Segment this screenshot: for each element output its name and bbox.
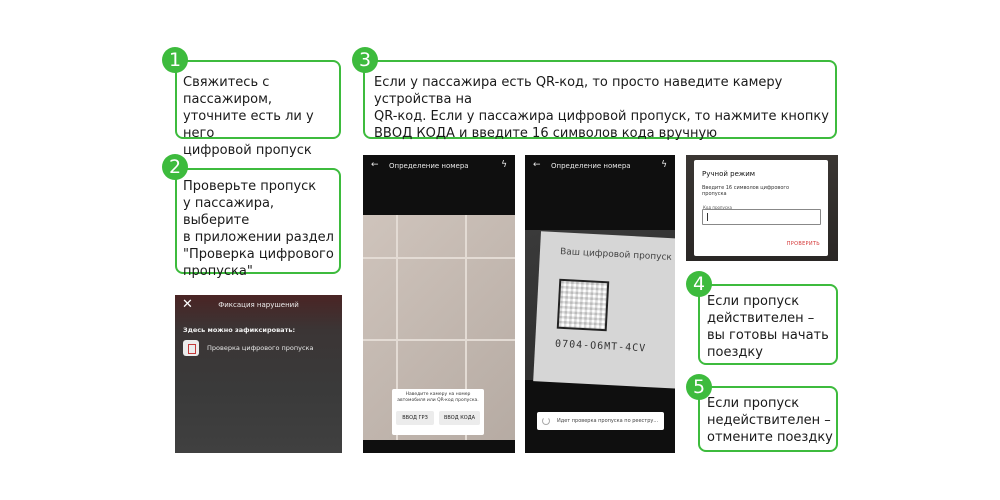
step-5-number: 5: [686, 374, 712, 400]
step-4-number: 4: [686, 271, 712, 297]
flash-icon[interactable]: ϟ: [501, 160, 507, 170]
camera-hint: Наведите камеру на номер автомобиля или QR-код пропуска.: [397, 392, 479, 403]
screen-background: [175, 295, 342, 453]
code-field-label: Код пропуска: [703, 205, 732, 210]
pass-caption: Ваш цифровой пропуск: [559, 247, 673, 263]
input-choice-sheet: [392, 389, 484, 435]
step-1-number: 1: [162, 47, 188, 73]
document-icon: [183, 340, 199, 356]
enter-code-button[interactable]: ВВОД КОДА: [439, 411, 480, 425]
step-4-text: Если пропуск действителен – вы готовы начать поездку: [707, 294, 829, 360]
step-5-text: Если пропуск недействителен – отмените поездку: [707, 396, 833, 445]
text-caret: [707, 213, 708, 221]
enter-plate-button[interactable]: ВВОД ГРЗ: [396, 411, 434, 425]
step-3-number: 3: [352, 47, 378, 73]
screen-title: Определение номера: [389, 162, 469, 170]
top-bar: [525, 155, 675, 177]
status-text: Идет проверка пропуска по реестру...: [557, 418, 659, 424]
screen-checking: [525, 155, 675, 453]
flash-icon[interactable]: ϟ: [661, 160, 667, 170]
screen-scan: [363, 155, 515, 453]
spinner-icon: [542, 417, 550, 425]
qr-code-icon: [557, 279, 610, 332]
screen-subtitle: Здесь можно зафиксировать:: [183, 326, 296, 334]
step-3-text: Если у пассажира есть QR-код, то просто наведите камеру устройства на QR-код. Если у пассажира цифровой пропуск, то нажмите кнопку ВВОД КОДА и введите 16 символов кода вручную: [374, 75, 829, 141]
close-icon[interactable]: ✕: [182, 297, 193, 312]
status-sheet: [537, 412, 664, 430]
pass-code-input[interactable]: [702, 209, 821, 225]
step-1-text: Свяжитесь с пассажиром, уточните есть ли у него цифровой пропуск: [183, 75, 314, 158]
verify-button[interactable]: ПРОВЕРИТЬ: [786, 241, 820, 247]
step-2-text: Проверьте пропуск у пассажира, выберите в приложении раздел "Проверка цифрового пропуска": [183, 179, 334, 279]
top-bar: [363, 155, 515, 177]
manual-entry-dialog: [694, 160, 828, 256]
menu-item-label: Проверка цифрового пропуска: [207, 344, 314, 352]
dialog-description: Введите 16 символов цифрового пропуска: [702, 185, 790, 197]
screen-title: Фиксация нарушений: [218, 301, 299, 309]
step-2-number: 2: [162, 154, 188, 180]
screen-violations: [175, 295, 342, 453]
back-arrow-icon[interactable]: ←: [371, 160, 379, 170]
screen-manual: [686, 155, 838, 261]
dialog-title: Ручной режим: [702, 170, 756, 178]
pass-code: 0704-O6MT-4CV: [554, 338, 647, 355]
back-arrow-icon[interactable]: ←: [533, 160, 541, 170]
screen-title: Определение номера: [551, 162, 631, 170]
